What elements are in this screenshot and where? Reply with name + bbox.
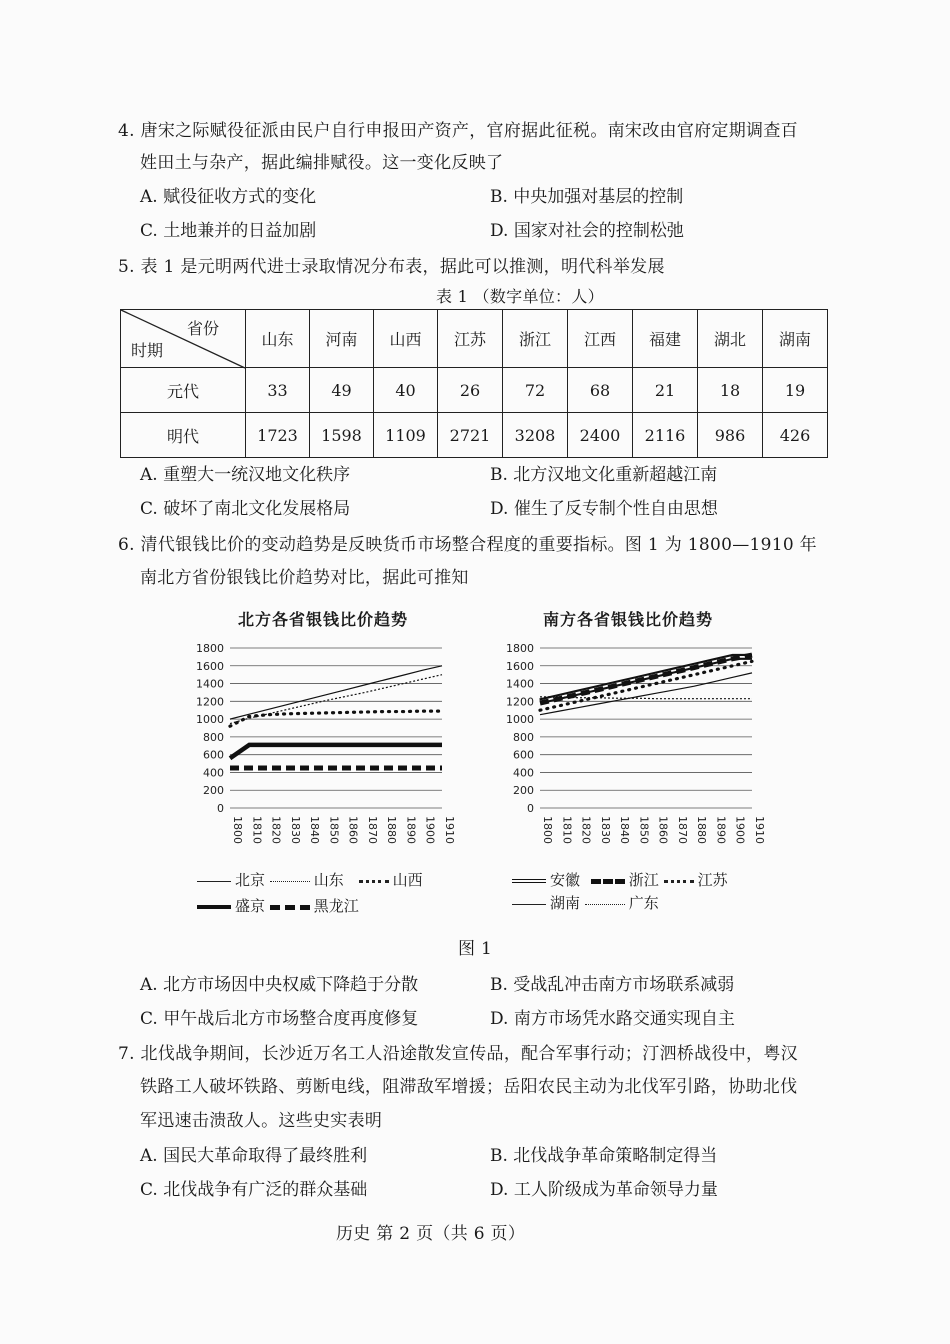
y-tick-label: 1400: [506, 677, 534, 691]
y-tick-label: 1200: [506, 695, 534, 709]
x-tick-label: 1850: [327, 816, 341, 844]
legend-swatch-shanxi: [359, 880, 389, 883]
x-tick-label: 1860: [346, 816, 360, 844]
q5-option-a: A. 重塑大一统汉地文化秩序: [140, 465, 351, 485]
province-header: 山西: [374, 310, 438, 368]
header-period-label: 时期: [131, 341, 164, 360]
q7-stem-line3: 军迅速击溃敌人。这些史实表明: [140, 1111, 383, 1131]
x-tick-label: 1840: [618, 816, 632, 844]
q7-stem-line2: 铁路工人破坏铁路、剪断电线，阻滞敌军增援；岳阳农民主动为北伐军引路，协助北伐: [140, 1077, 798, 1097]
table-caption: 表 1 （数字单位：人）: [436, 287, 604, 306]
x-tick-label: 1890: [404, 816, 418, 844]
y-tick-label: 800: [513, 730, 534, 744]
q5-option-b: B. 北方汉地文化重新超越江南: [490, 465, 718, 485]
q7-option-a: A. 国民大革命取得了最终胜利: [140, 1146, 368, 1166]
q7-option-c: C. 北伐战争有广泛的群众基础: [140, 1180, 368, 1200]
table-row: [121, 413, 828, 458]
x-tick-label: 1800: [231, 816, 244, 844]
value-cell: 2116: [633, 413, 698, 458]
header-province-label: 省份: [186, 319, 219, 338]
legend-label-zhejiang: 浙江: [628, 871, 659, 889]
x-tick-label: 1800: [541, 816, 554, 844]
x-tick-label: 1910: [753, 816, 766, 844]
period-cell: 明代: [121, 413, 246, 458]
page-footer: 历史 第 2 页（共 6 页）: [336, 1224, 526, 1244]
q5-option-d: D. 催生了反专制个性自由思想: [490, 499, 718, 519]
legend-swatch-beijing: [197, 881, 231, 882]
value-cell: 18: [698, 368, 763, 413]
y-tick-label: 0: [217, 802, 224, 815]
legend-label-shanxi: 山西: [392, 871, 423, 889]
q6-stem-line1: 6. 清代银钱比价的变动趋势是反映货币市场整合程度的重要指标。图 1 为 1800—1910 年: [118, 535, 817, 555]
q4-option-b: B. 中央加强对基层的控制: [490, 187, 684, 207]
y-tick-label: 1800: [196, 642, 224, 655]
x-tick-label: 1820: [579, 816, 593, 844]
province-header: 河南: [310, 310, 374, 368]
results-table: [120, 309, 828, 458]
legend-label-heilongjiang: 黑龙江: [313, 897, 359, 915]
x-tick-label: 1900: [423, 816, 437, 844]
x-tick-label: 1890: [714, 816, 728, 844]
q7-option-b: B. 北伐战争革命策略制定得当: [490, 1146, 718, 1166]
legend-swatch-shandong: [270, 881, 310, 882]
province-header: 江西: [568, 310, 633, 368]
south-line-chart: [490, 636, 766, 856]
q4-stem-line1: 4. 唐宋之际赋役征派由民户自行申报田产资产，官府据此征税。南宋改由官府定期调查百: [118, 121, 798, 141]
x-tick-label: 1840: [308, 816, 322, 844]
value-cell: 1598: [310, 413, 374, 458]
x-tick-label: 1870: [675, 816, 689, 844]
y-tick-label: 1600: [196, 659, 224, 673]
y-tick-label: 200: [203, 784, 224, 798]
legend-swatch-jiangsu: [664, 880, 694, 883]
legend-label-shandong: 山东: [313, 871, 344, 889]
legend-swatch-guangdong: [585, 904, 625, 905]
north-legend-row1: [197, 869, 423, 890]
period-cell: 元代: [121, 368, 246, 413]
north-series-2: [230, 711, 442, 726]
x-tick-label: 1810: [560, 816, 574, 844]
value-cell: 2400: [568, 413, 633, 458]
x-tick-label: 1910: [443, 816, 456, 844]
value-cell: 26: [438, 368, 503, 413]
q6-option-b: B. 受战乱冲击南方市场联系减弱: [490, 975, 735, 995]
legend-label-beijing: 北京: [235, 871, 266, 889]
y-tick-label: 1800: [506, 642, 534, 655]
x-tick-label: 1900: [733, 816, 747, 844]
value-cell: 49: [310, 368, 374, 413]
province-header: 福建: [633, 310, 698, 368]
value-cell: 1109: [374, 413, 438, 458]
north-chart-title: 北方各省银钱比价趋势: [238, 610, 409, 629]
x-tick-label: 1820: [269, 816, 283, 844]
y-tick-label: 600: [513, 748, 534, 762]
value-cell: 19: [763, 368, 828, 413]
province-header: 湖南: [763, 310, 828, 368]
legend-swatch-heilongjiang: [270, 905, 310, 910]
legend-swatch-shengjing: [197, 905, 231, 909]
q7-stem-line1: 7. 北伐战争期间，长沙近万名工人沿途散发宣传品，配合军事行动；汀泗桥战役中，粤汉: [118, 1044, 798, 1064]
province-header: 江苏: [438, 310, 503, 368]
value-cell: 426: [763, 413, 828, 458]
value-cell: 72: [503, 368, 568, 413]
value-cell: 68: [568, 368, 633, 413]
q6-option-d: D. 南方市场凭水路交通实现自主: [490, 1009, 735, 1029]
x-tick-label: 1830: [598, 816, 612, 844]
value-cell: 1723: [246, 413, 310, 458]
legend-swatch-anhui: [512, 879, 546, 883]
figure-caption: 图 1: [458, 939, 493, 959]
table-row: [121, 368, 828, 413]
value-cell: 2721: [438, 413, 503, 458]
x-tick-label: 1880: [385, 816, 399, 844]
y-tick-label: 200: [513, 784, 534, 798]
province-header: 浙江: [503, 310, 568, 368]
value-cell: 33: [246, 368, 310, 413]
x-tick-label: 1830: [288, 816, 302, 844]
q5-stem-line1: 5. 表 1 是元明两代进士录取情况分布表，据此可以推测，明代科举发展: [118, 257, 665, 277]
south-series-2: [540, 661, 752, 710]
y-tick-label: 1600: [506, 659, 534, 673]
legend-swatch-zhejiang: [591, 879, 625, 884]
q6-stem-line2: 南北方省份银钱比价趋势对比，据此可推知: [140, 568, 469, 588]
legend-label-jiangsu: 江苏: [697, 871, 728, 889]
y-tick-label: 0: [527, 802, 534, 815]
legend-label-hunan: 湖南: [550, 894, 581, 912]
y-tick-label: 1200: [196, 695, 224, 709]
legend-swatch-hunan: [512, 904, 546, 905]
q7-option-d: D. 工人阶级成为革命领导力量: [490, 1180, 718, 1200]
north-series-3: [230, 745, 442, 758]
y-tick-label: 600: [203, 748, 224, 762]
y-tick-label: 1400: [196, 677, 224, 691]
north-legend-row2: [197, 895, 359, 916]
legend-label-guangdong: 广东: [628, 894, 659, 912]
y-tick-label: 400: [513, 766, 534, 780]
q4-stem-line2: 姓田土与杂产，据此编排赋役。这一变化反映了: [140, 153, 504, 173]
x-tick-label: 1810: [250, 816, 264, 844]
y-tick-label: 1000: [196, 713, 224, 727]
x-tick-label: 1870: [365, 816, 379, 844]
legend-label-anhui: 安徽: [550, 871, 581, 889]
province-header: 山东: [246, 310, 310, 368]
q4-option-c: C. 土地兼并的日益加剧: [140, 221, 317, 241]
table-corner-header: [121, 310, 246, 368]
province-header: 湖北: [698, 310, 763, 368]
value-cell: 3208: [503, 413, 568, 458]
y-tick-label: 400: [203, 766, 224, 780]
south-legend-row1: [512, 869, 728, 890]
x-tick-label: 1880: [695, 816, 709, 844]
south-legend-row2: [512, 892, 659, 913]
q4-option-d: D. 国家对社会的控制松弛: [490, 221, 684, 241]
x-tick-label: 1860: [656, 816, 670, 844]
q5-option-c: C. 破坏了南北文化发展格局: [140, 499, 351, 519]
q6-option-a: A. 北方市场因中央权威下降趋于分散: [140, 975, 419, 995]
north-line-chart: [180, 636, 456, 856]
value-cell: 986: [698, 413, 763, 458]
value-cell: 21: [633, 368, 698, 413]
south-chart-title: 南方各省银钱比价趋势: [543, 610, 714, 629]
y-tick-label: 1000: [506, 713, 534, 727]
q4-option-a: A. 赋役征收方式的变化: [140, 187, 317, 207]
y-tick-label: 800: [203, 730, 224, 744]
legend-label-shengjing: 盛京: [235, 897, 266, 915]
value-cell: 40: [374, 368, 438, 413]
q6-option-c: C. 甲午战后北方市场整合度再度修复: [140, 1009, 419, 1029]
x-tick-label: 1850: [637, 816, 651, 844]
